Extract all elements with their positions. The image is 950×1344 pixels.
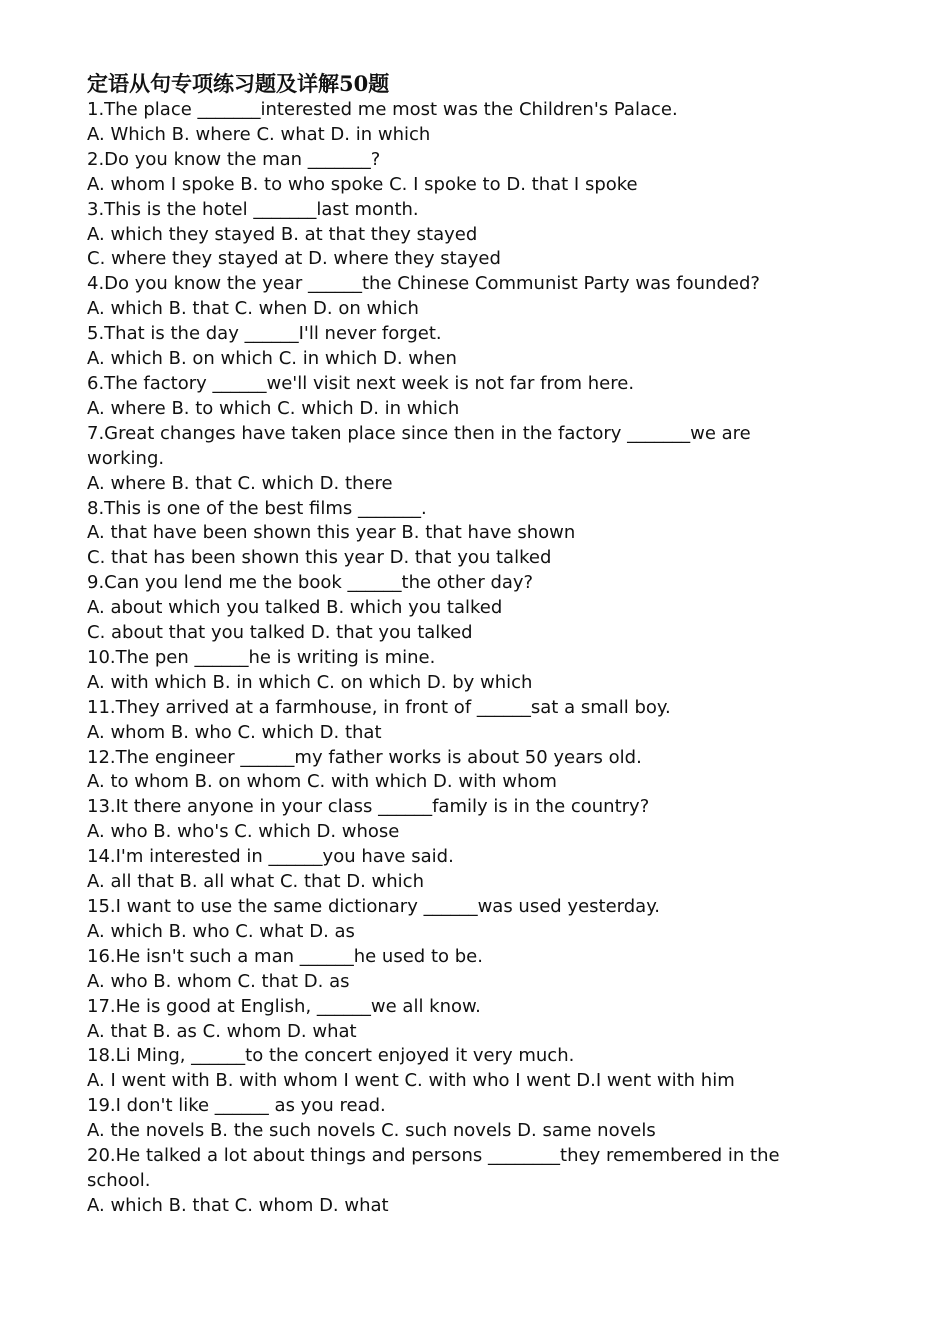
question-line: 2.Do you know the man _______? [87,148,381,170]
answer-options: A. which B. who C. what D. as [87,920,355,942]
answer-options: A. that B. as C. whom D. what [87,1020,357,1042]
answer-options: A. which B. that C. whom D. what [87,1194,389,1216]
answer-options: A. about which you talked B. which you talked [87,597,503,619]
question-line: 1.The place _______interested me most was the Children's Palace. [87,99,678,120]
question-line: 13.It there anyone in your class ______family is in the country? [87,796,650,818]
question-line: 4.Do you know the year ______the Chinese Communist Party was founded? [87,273,760,295]
answer-options: A. where B. that C. which D. there [87,472,393,494]
question-line: 14.I'm interested in ______you have said. [87,846,454,868]
question-line: 11.They arrived at a farmhouse, in front of ______sat a small boy. [87,696,671,718]
question-line: 16.He isn't such a man ______he used to be. [87,945,483,967]
answer-options: A. that have been shown this year B. that have shown [87,522,576,544]
document-title: 定语从句专项练习题及详解50题 [87,71,390,96]
answer-options: A. which B. that C. when D. on which [87,298,419,320]
answer-options: A. to whom B. on whom C. with which D. with whom [87,771,557,793]
question-line: 9.Can you lend me the book ______the other day? [87,572,534,594]
answer-options: C. where they stayed at D. where they stayed [87,248,501,270]
question-line: 17.He is good at English, ______we all know. [87,995,481,1017]
question-line: 20.He talked a lot about things and persons ________they remembered in the [87,1145,780,1167]
answer-options: C. that has been shown this year D. that you talked [87,547,552,569]
document-page [87,69,887,1219]
question-line: 15.I want to use the same dictionary ______was used yesterday. [87,896,661,917]
answer-options: A. whom B. who C. which D. that [87,721,382,743]
question-line: 7.Great changes have taken place since then in the factory _______we are [87,422,751,444]
answer-options: A. the novels B. the such novels C. such novels D. same novels [87,1120,656,1142]
answer-options: A. where B. to which C. which D. in which [87,397,460,419]
question-line: 5.That is the day ______I'll never forget. [87,323,442,345]
answer-options: A. who B. who's C. which D. whose [87,821,400,843]
question-line: 19.I don't like ______ as you read. [87,1095,386,1117]
answer-options: A. who B. whom C. that D. as [87,970,350,992]
answer-options: C. about that you talked D. that you talked [87,622,473,644]
answer-options: A. with which B. in which C. on which D. by which [87,671,533,693]
answer-options: A. whom I spoke B. to who spoke C. I spoke to D. that I spoke [87,173,638,195]
question-line: 12.The engineer ______my father works is about 50 years old. [87,746,642,768]
answer-options: A. all that B. all what C. that D. which [87,871,424,893]
answer-options: A. which they stayed B. at that they stayed [87,223,478,245]
question-line: working. [87,447,165,469]
question-list [87,98,887,1219]
question-line: 18.Li Ming, ______to the concert enjoyed it very much. [87,1045,575,1067]
question-line: 6.The factory ______we'll visit next week is not far from here. [87,372,635,394]
question-line: 3.This is the hotel _______last month. [87,198,419,220]
answer-options: A. I went with B. with whom I went C. with who I went D.I went with him [87,1070,735,1092]
question-line: school. [87,1169,151,1191]
question-line: 8.This is one of the best films _______. [87,497,427,519]
answer-options: A. Which B. where C. what D. in which [87,123,431,145]
question-line: 10.The pen ______he is writing is mine. [87,646,436,668]
answer-options: A. which B. on which C. in which D. when [87,348,457,370]
